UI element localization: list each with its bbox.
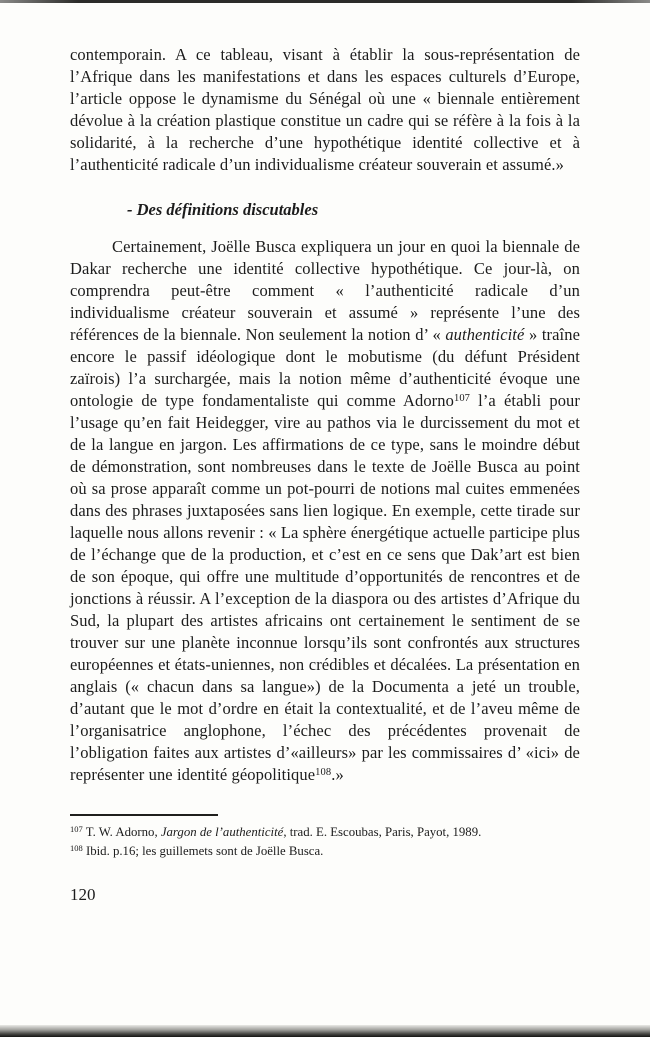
footnote-ref-107: 107 bbox=[453, 393, 471, 405]
footnote-108 bbox=[70, 842, 580, 861]
scan-artifact-top-edge bbox=[0, 0, 650, 3]
paragraph-main-text-4: .» bbox=[331, 765, 344, 784]
paragraph-main-text-2: » traîne encore le passif idéologique dont le mobutisme (du défunt Président zaïrois) l’a surchargée, mais la notion même d’authenticité évoque une ontologie de type fondamentaliste qui comme Adorno bbox=[70, 325, 580, 410]
footnote-separator-rule bbox=[70, 814, 218, 816]
section-heading: - Des définitions discutables bbox=[127, 200, 319, 219]
paragraph-main bbox=[70, 236, 580, 786]
footnote-108-text: Ibid. p.16; les guillemets sont de Joëlle Busca. bbox=[82, 844, 324, 858]
footnote-ref-108: 108 bbox=[315, 767, 332, 779]
footnote-107 bbox=[70, 823, 580, 842]
footnote-107-book-title: Jargon de l’authenticité bbox=[160, 825, 284, 839]
scan-artifact-bottom-edge bbox=[0, 1025, 650, 1037]
footnotes-section bbox=[70, 823, 580, 861]
footnote-107-text-pre: T. W. Adorno, bbox=[82, 825, 161, 839]
footnote-107-number: 107 bbox=[70, 823, 83, 834]
paragraph-main-text-1: Certainement, Joëlle Busca expliquera un jour en quoi la biennale de Dakar recherche une identité collective hypothétique. Ce jour-là, on comprendra peut-être comment « l’authenticité radicale d’un individualisme créateur souverain et assumé » représente l’une des références de la biennale. Non seulement la notion d’ « bbox=[70, 237, 580, 344]
paragraph-main-text-3: l’a établi pour l’usage qu’en fait Heidegger, vire au pathos via le durcissement du mot et de la langue en jargon. Les affirmations de ce type, sans le moindre début de démonstration, sont nombreuses dans le texte de Joëlle Busca au point où sa prose apparaît comme un pot-pourri de notions mal cuites emmenées dans des phrases juxtaposées sans lien logique. En exemple, cette tirade sur laquelle nous allons revenir : « La sphère énergétique actuelle participe plus de l’échange que de la production, et c’est en ce sens que Dak’art est bien de son époque, qui offre une multitude d’opportunités de rencontres et de jonctions à réussir. A l’exception de la diaspora ou des artistes d’Afrique du Sud, la plupart des artistes africains ont certainement le sentiment de se trouver sur une planète inconnue lorsqu’ils sont confrontés aux structures européennes et états-uniennes, non crédibles et décalées. La présentation en anglais (« chacun dans sa langue») de la Documenta a jeté un trouble, d’autant que le mot d’ordre en était la contextualité, et de l’aveu même de l’organisatrice anglophone, l’échec des précédentes provenait de l’obligation faites aux artistes d’«ailleurs» par les commissaires d’ «ici» de représenter une identité géopolitique bbox=[70, 391, 580, 784]
footnote-108-number: 108 bbox=[70, 842, 83, 853]
paragraph-intro: contemporain. A ce tableau, visant à établir la sous-représentation de l’Afrique dans les manifestations et dans les espaces culturels d’Europe, l’article oppose le dynamisme du Sénégal où une « biennale entièrement dévolue à la création plastique constitue un cadre qui se réfère à la fois à la solidarité, à la recherche d’une hypothétique identité collective et à l’authenticité radicale d’un individualisme créateur souverain et assumé.» bbox=[70, 45, 580, 174]
italic-term-authenticite: authenticité bbox=[445, 325, 525, 344]
page-number: 120 bbox=[70, 885, 96, 904]
footnote-107-text-post: , trad. E. Escoubas, Paris, Payot, 1989. bbox=[283, 825, 482, 839]
